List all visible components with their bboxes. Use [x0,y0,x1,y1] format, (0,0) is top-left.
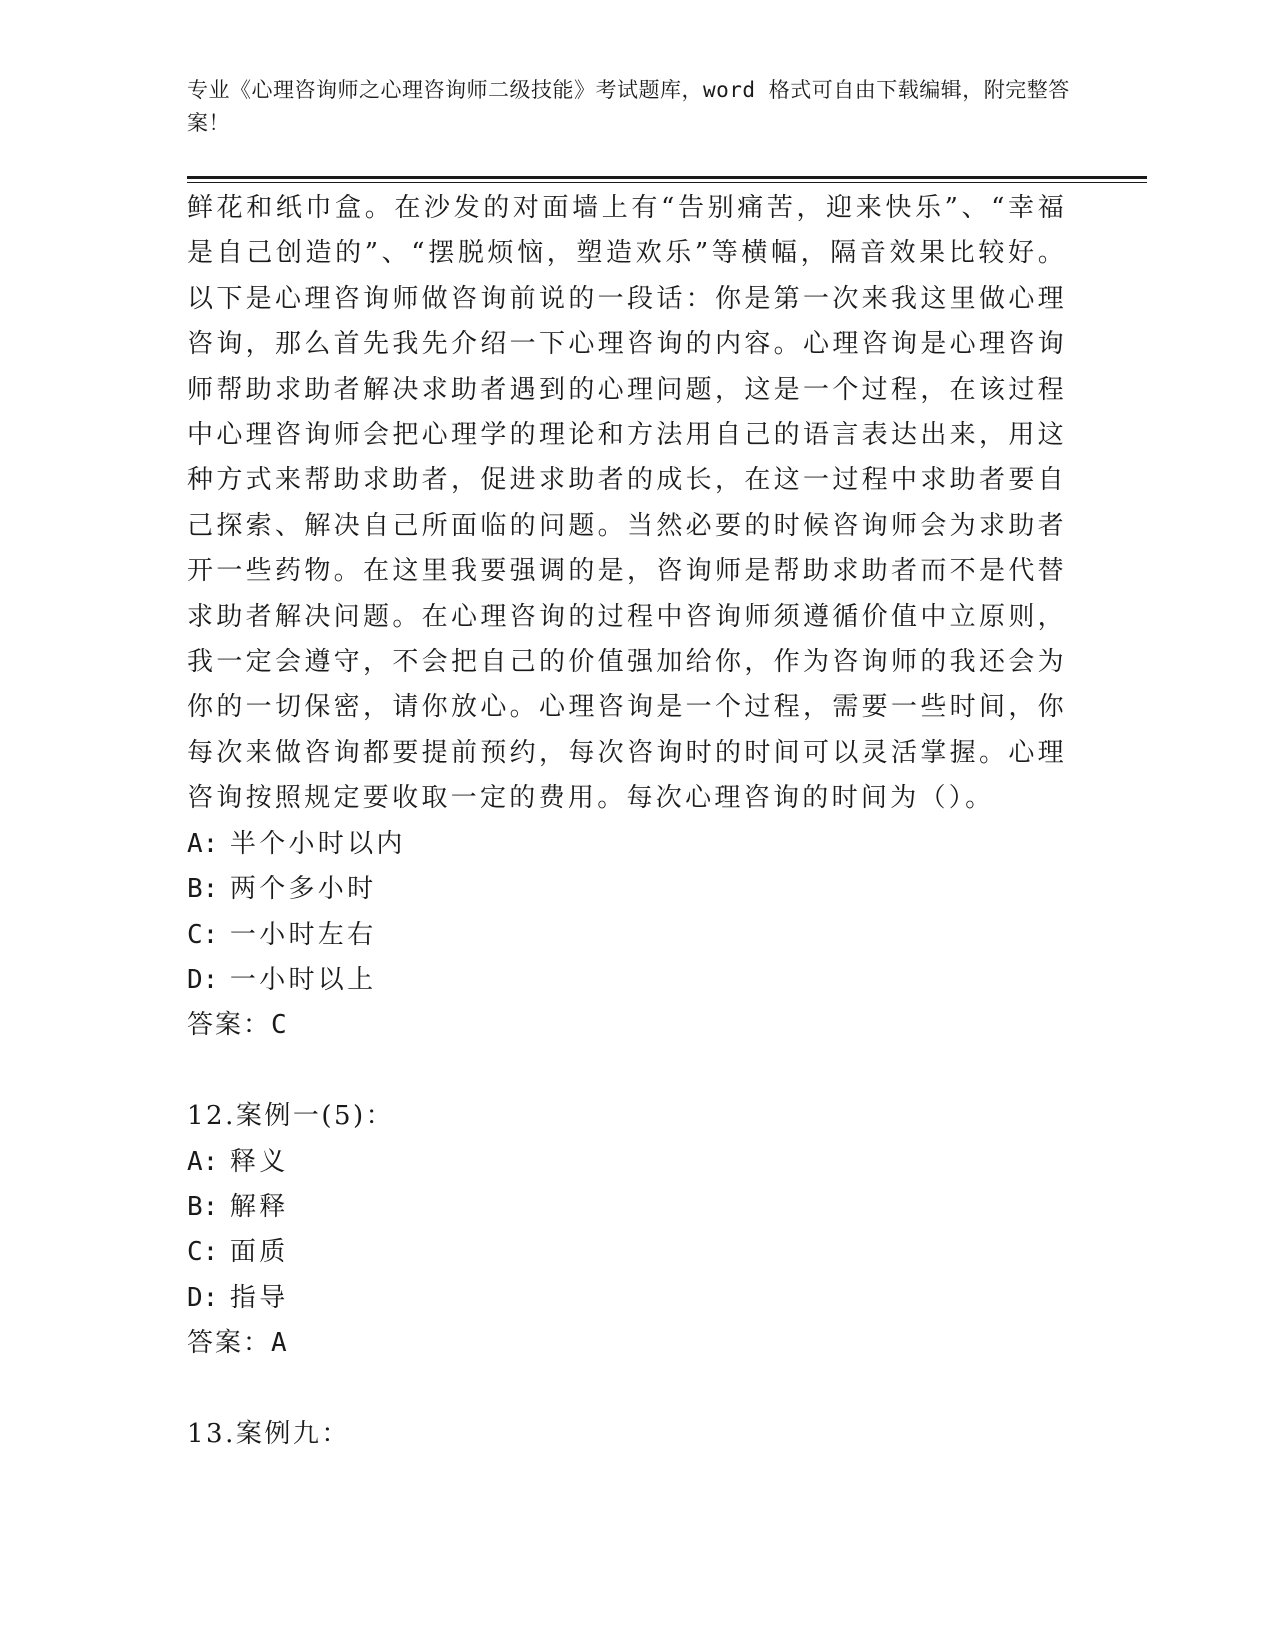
question-13-title: 13.案例九： [187,1418,350,1449]
option-a [187,1140,1067,1185]
option-text: 解释 [229,1191,289,1222]
option-text: 面质 [229,1237,289,1268]
document-header: 专业《心理咨询师之心理咨询师二级技能》考试题库，word 格式可自由下载编辑，附完整答案！ [187,78,1070,135]
option-text: 释义 [229,1146,289,1177]
header-divider-thick [187,176,1147,179]
option-key: D: [187,964,219,995]
option-key: C: [187,919,219,950]
question-spacer [187,1367,1067,1412]
question-11-answer: 答案：C [187,1010,289,1041]
option-d [187,958,1067,1003]
option-b [187,1185,1067,1230]
question-spacer [187,1049,1067,1094]
option-text: 两个多小时 [229,874,377,905]
option-d [187,1276,1067,1321]
option-key: B: [187,874,219,905]
header-divider-thin [187,182,1147,183]
question-11-stem: 鲜花和纸巾盒。在沙发的对面墙上有“告别痛苦，迎来快乐”、“幸福是自己创造的”、“摆脱烦恼，塑造欢乐”等横幅，隔音效果比较好。以下是心理咨询师做咨询前说的一段话：你是第一次来我这里做心理咨询，那么首先我先介绍一下心理咨询的内容。心理咨询是心理咨询师帮助求助者解决求助者遇到的心理问题，这是一个过程，在该过程中心理咨询师会把心理学的理论和方法用自己的语言表达出来，用这种方式来帮助求助者，促进求助者的成长，在这一过程中求助者要自己探索、解决自己所面临的问题。当然必要的时候咨询师会为求助者开一些药物。在这里我要强调的是，咨询师是帮助求助者而不是代替求助者解决问题。在心理咨询的过程中咨询师须遵循价值中立原则，我一定会遵守，不会把自己的价值强加给你，作为咨询师的我还会为你的一切保密，请你放心。心理咨询是一个过程，需要一些时间，你每次来做咨询都要提前预约，每次咨询时的时间可以灵活掌握。心理咨询按照规定要收取一定的费用。每次心理咨询的时间为（）。 [187,193,1067,814]
question-12-options [187,1140,1067,1322]
option-b [187,867,1067,912]
option-text: 一小时左右 [229,919,377,950]
option-key: A: [187,1146,219,1177]
option-c [187,1230,1067,1275]
option-key: A: [187,828,219,859]
question-11-options [187,822,1067,1004]
option-c [187,913,1067,958]
option-text: 半个小时以内 [229,828,406,859]
question-12-answer: 答案：A [187,1328,289,1359]
option-key: D: [187,1282,219,1313]
option-key: C: [187,1237,219,1268]
option-key: B: [187,1191,219,1222]
option-text: 一小时以上 [229,964,377,995]
option-text: 指导 [229,1282,289,1313]
option-a [187,822,1067,867]
question-12-title: 12.案例一(5)： [187,1101,395,1132]
document-body [187,186,1067,1457]
